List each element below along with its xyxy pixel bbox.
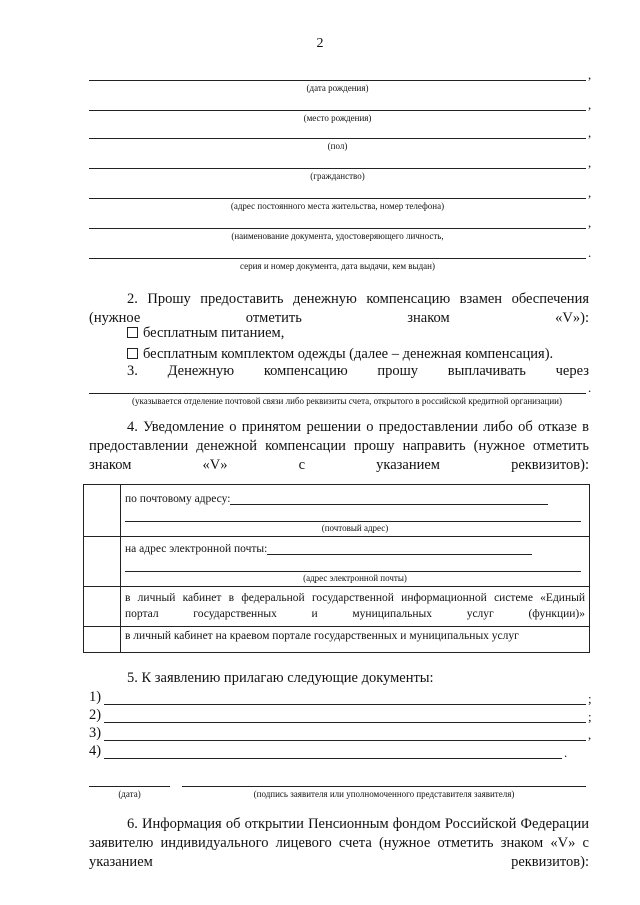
- postal-label: по почтовому адресу:: [125, 493, 231, 505]
- personal-field-line[interactable]: [89, 258, 586, 259]
- personal-field-caption: серия и номер документа, дата выдачи, кем выдан): [240, 261, 435, 271]
- document-item-end: ;: [588, 709, 592, 724]
- payment-line-end: .: [588, 380, 592, 395]
- postal-caption: (почтовый адрес): [321, 523, 389, 533]
- section3-word: через: [555, 363, 589, 379]
- personal-field-caption: (гражданство): [310, 171, 365, 181]
- delivery-option-cell: [121, 587, 590, 627]
- personal-field-end: .: [588, 245, 592, 260]
- delivery-row-email: [84, 537, 590, 587]
- section3-word: компенсацию: [263, 363, 348, 379]
- section3-word: Денежную: [167, 363, 235, 379]
- section3-word: прошу: [377, 363, 419, 379]
- personal-field-caption: (адрес постоянного места жительства, номер телефона): [230, 201, 445, 211]
- delivery-checkbox-cell[interactable]: [84, 537, 121, 587]
- personal-field-line[interactable]: [89, 80, 586, 81]
- checkbox-icon[interactable]: [127, 348, 138, 359]
- personal-field-caption: (наименование документа, удостоверяющего личность,: [231, 231, 444, 241]
- delivery-row-gosuslugi: [84, 587, 590, 627]
- delivery-checkbox-cell[interactable]: [84, 627, 121, 653]
- date-input-line[interactable]: [89, 786, 170, 787]
- document-item-line[interactable]: [104, 740, 586, 741]
- payment-caption: (указывается отделение почтовой связи либо реквизиты счета, открытого в российской кредитной организации): [132, 396, 562, 406]
- document-item-line[interactable]: [104, 704, 586, 705]
- document-item-line[interactable]: [104, 722, 586, 723]
- email-address-input[interactable]: [267, 543, 532, 555]
- personal-field-end: ,: [588, 97, 592, 112]
- document-item-number: 4): [89, 743, 102, 759]
- personal-field-line[interactable]: [89, 168, 586, 169]
- section6-text: 6. Информация об открытии Пенсионным фондом Российской Федерации заявителю индивидуального лицевого счета (нужное отметить знаком «V» с указанием реквизитов):: [89, 816, 589, 870]
- email-address-line[interactable]: [125, 555, 581, 572]
- option-free-meals[interactable]: бесплатным питанием,: [127, 324, 284, 343]
- delivery-row-regional-portal: [84, 627, 590, 653]
- date-caption: (дата): [118, 789, 141, 799]
- document-item-end: ,: [588, 727, 592, 742]
- document-item-number: 2): [89, 707, 102, 723]
- section3-word: выплачивать: [447, 363, 526, 379]
- personal-field-caption: (пол): [327, 141, 348, 151]
- personal-field-line[interactable]: [89, 110, 586, 111]
- document-item-number: 3): [89, 725, 102, 741]
- personal-field-end: ,: [588, 67, 592, 82]
- payment-input-line[interactable]: [89, 393, 586, 394]
- delivery-checkbox-cell[interactable]: [84, 587, 121, 627]
- document-item-end: ;: [588, 691, 592, 706]
- personal-field-end: ,: [588, 155, 592, 170]
- personal-field-end: ,: [588, 185, 592, 200]
- section3-number: 3.: [127, 363, 138, 379]
- personal-field-line[interactable]: [89, 198, 586, 199]
- email-label: на адрес электронной почты:: [125, 543, 268, 555]
- personal-field-caption: (место рождения): [303, 113, 372, 123]
- postal-address-line[interactable]: [125, 505, 581, 522]
- option-free-clothing[interactable]: бесплатным комплектом одежды (далее – денежная компенсация).: [127, 345, 553, 364]
- delivery-option-cell: [121, 537, 590, 587]
- checkbox-icon[interactable]: [127, 327, 138, 338]
- personal-field-end: ,: [588, 125, 592, 140]
- document-item-number: 1): [89, 689, 102, 705]
- page-number: 2: [316, 36, 324, 51]
- signature-caption: (подпись заявителя или уполномоченного представителя заявителя): [253, 789, 515, 799]
- postal-address-input[interactable]: [230, 493, 548, 505]
- section5-text: 5. К заявлению прилагаю следующие документы:: [127, 670, 434, 686]
- regional-portal-label: в личный кабинет на краевом портале государственных и муниципальных услуг: [125, 630, 519, 642]
- email-caption: (адрес электронной почты): [303, 573, 407, 583]
- document-item-line[interactable]: [104, 758, 562, 759]
- delivery-method-table: [83, 484, 590, 653]
- gosuslugi-label: в личный кабинет в федеральной государственной информационной системе «Единый портал государственных и муниципальных услуг (функции)»: [125, 592, 585, 620]
- delivery-row-postal: [84, 485, 590, 537]
- personal-field-line[interactable]: [89, 228, 586, 229]
- personal-field-end: ,: [588, 215, 592, 230]
- personal-field-line[interactable]: [89, 138, 586, 139]
- document-item-end: .: [564, 745, 568, 760]
- section2-text: 2. Прошу предоставить денежную компенсацию взамен обеспечения (нужное отметить знаком «V»):: [89, 291, 589, 326]
- section3-line: [127, 362, 589, 381]
- delivery-checkbox-cell[interactable]: [84, 485, 121, 537]
- delivery-option-cell: [121, 627, 590, 653]
- delivery-option-cell: [121, 485, 590, 537]
- section4-text: 4. Уведомление о принятом решении о предоставлении либо об отказе в предоставлении денежной компенсации прошу направить (нужное отметить знаком «V» с указанием реквизитов):: [89, 419, 589, 473]
- personal-field-caption: (дата рождения): [306, 83, 369, 93]
- signature-input-line[interactable]: [182, 786, 586, 787]
